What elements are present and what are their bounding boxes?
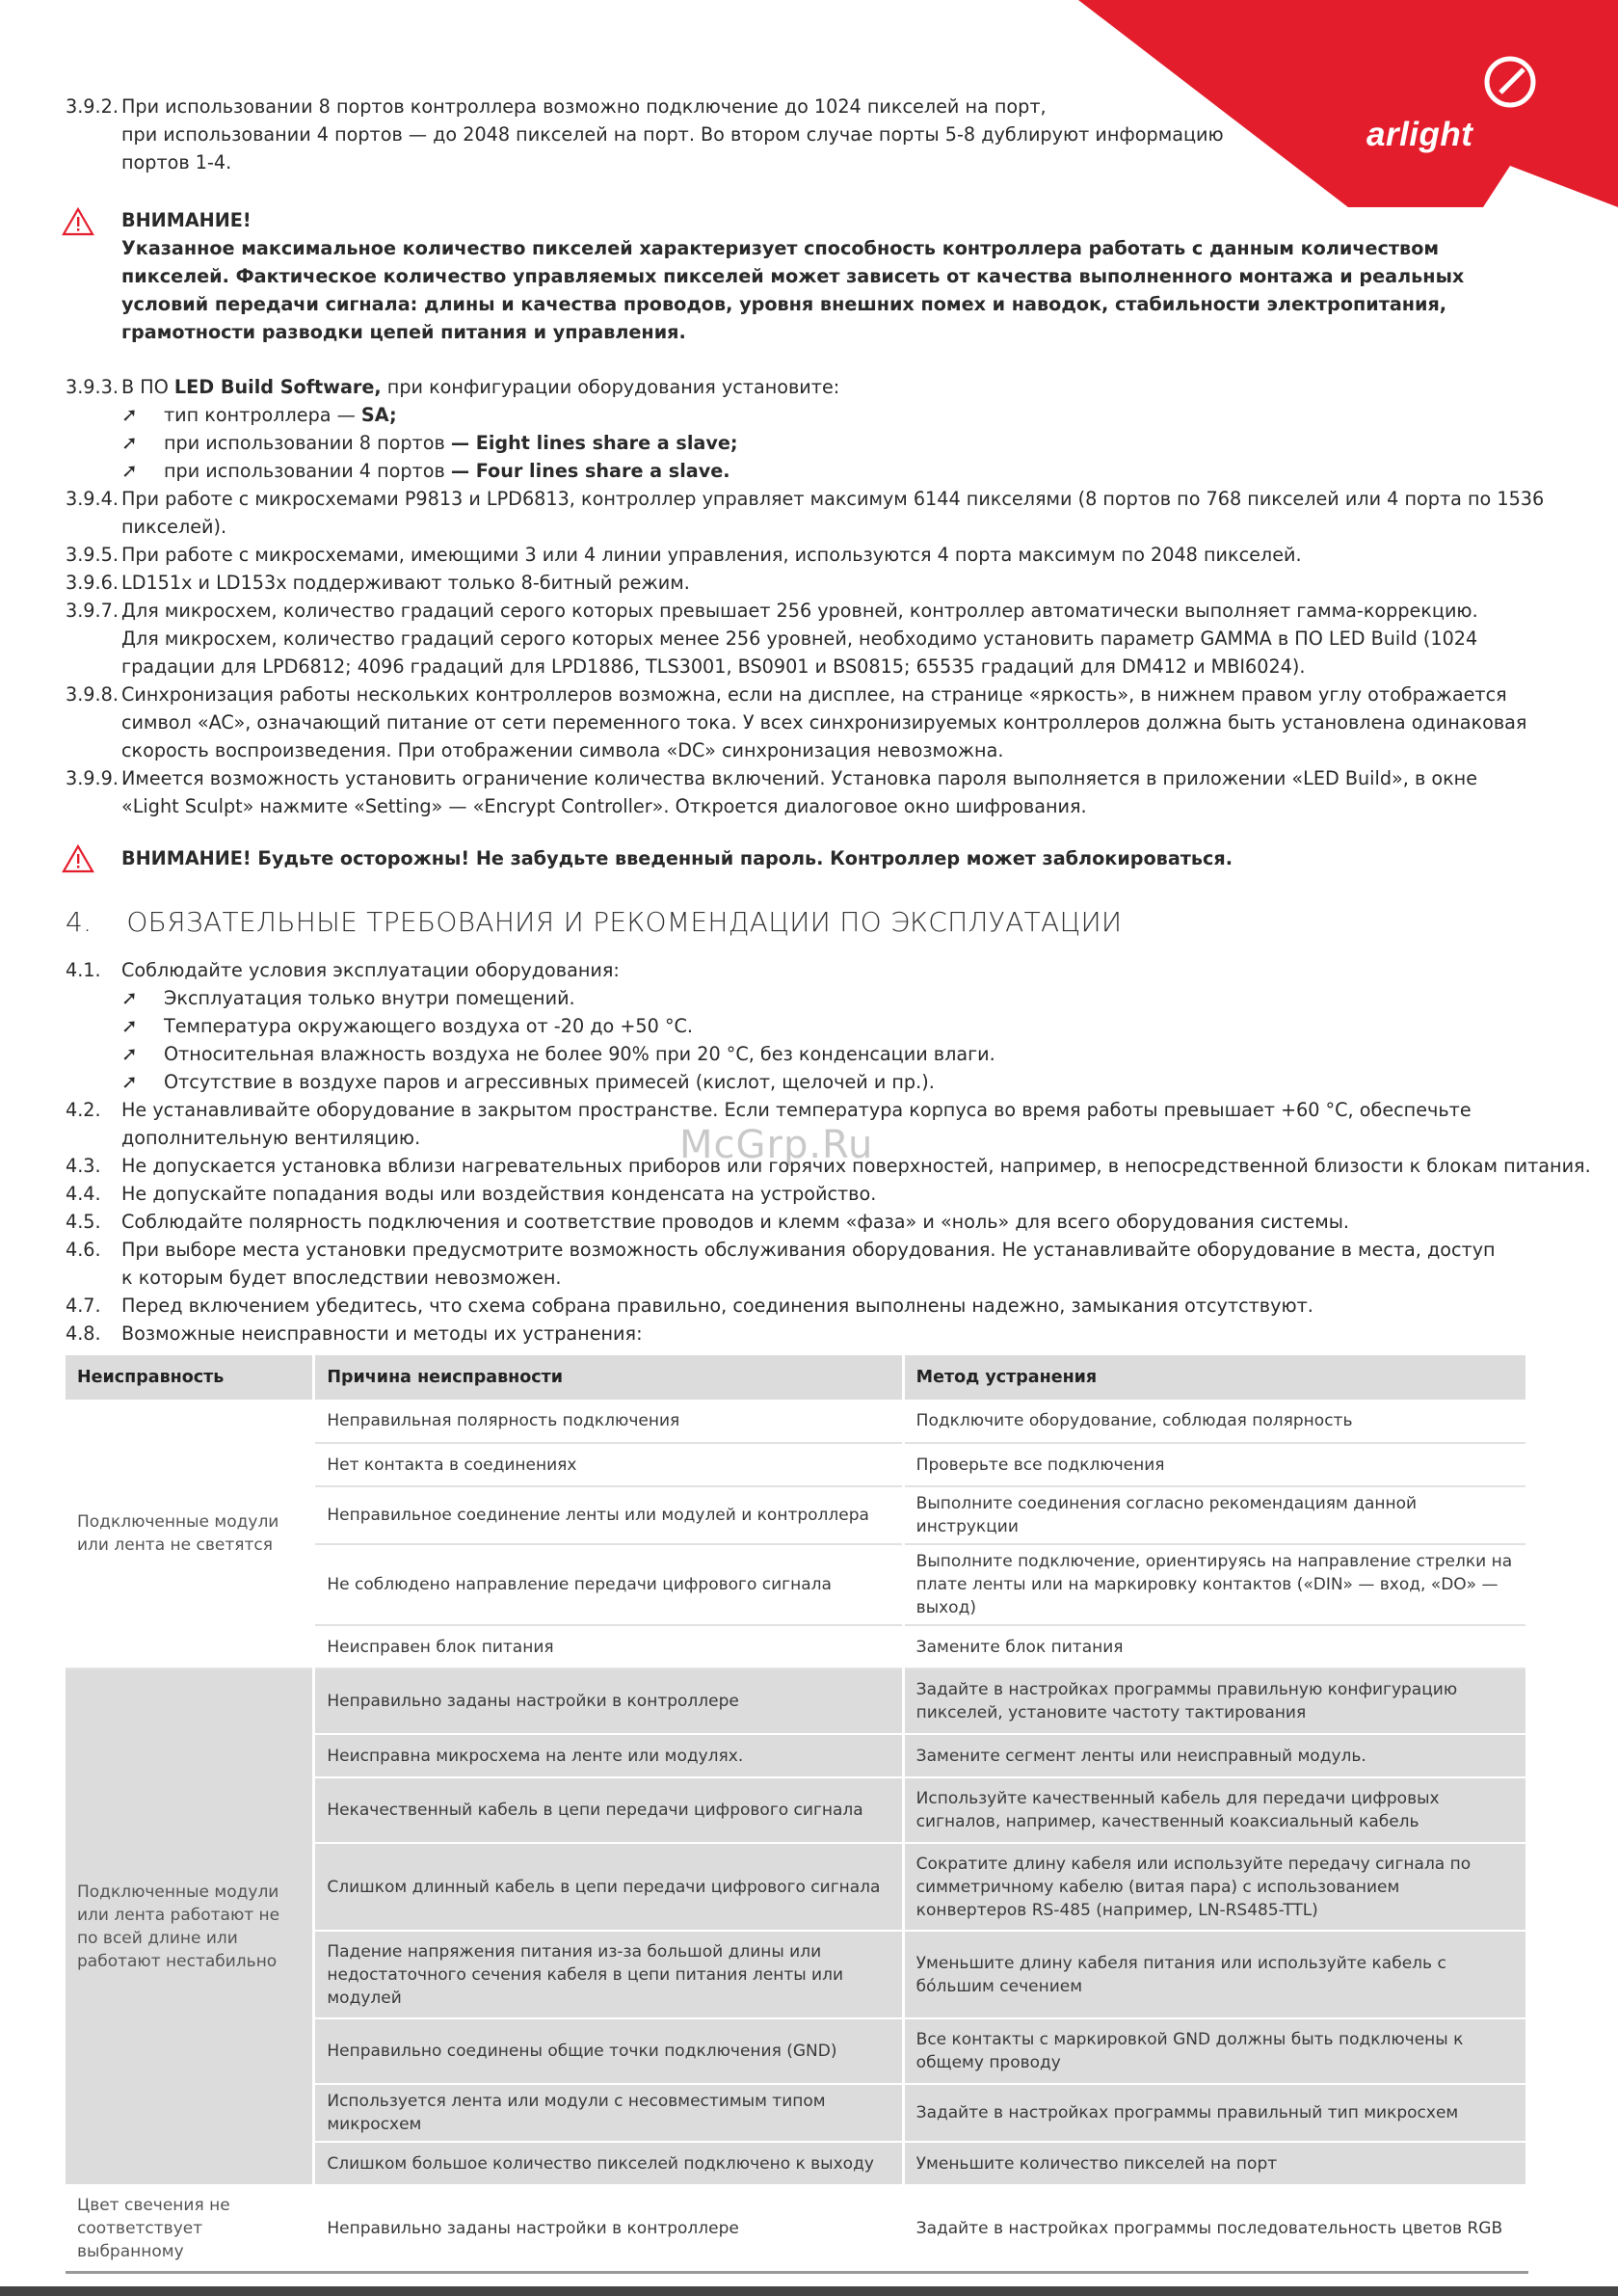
- fix-cell: Замените сегмент ленты или неисправный модуль.: [903, 1734, 1526, 1777]
- bullet-item: Эксплуатация только внутри помещений.: [164, 987, 575, 1009]
- bullet-item: [164, 429, 738, 457]
- text-span: тип контроллера —: [164, 404, 361, 426]
- bullet-arrow-icon: ➚: [121, 403, 138, 426]
- item-number: 4.4.: [66, 1183, 101, 1205]
- paragraph-line: при использовании 4 портов — до 2048 пикселей на порт. Во втором случае порты 5-8 дублируют информацию: [121, 123, 1224, 146]
- brand-corner-banner: [1078, 0, 1618, 207]
- troubleshooting-table: [66, 1355, 1528, 2274]
- item-number: 3.9.8.: [66, 683, 119, 706]
- bold-value: — Eight lines share a slave;: [450, 432, 738, 454]
- warning-text: ВНИМАНИЕ! Будьте осторожны! Не забудьте введенный пароль. Контроллер может заблокироваться.: [121, 847, 1233, 869]
- cause-cell: Неправильная полярность подключения: [314, 1400, 903, 1443]
- item-number: 4.6.: [66, 1239, 101, 1261]
- item-number: 3.9.7.: [66, 600, 119, 622]
- text-span: при использовании 8 портов: [164, 432, 451, 454]
- fault-group: [66, 1669, 1527, 2185]
- fix-cell: Используйте качественный кабель для передачи цифровых сигналов, например, качественный коаксиальный кабель: [903, 1777, 1526, 1843]
- item-number: 3.9.9.: [66, 767, 119, 789]
- paragraph-line: Имеется возможность установить ограничение количества включений. Установка пароля выполняется в приложении «LED Build», в окне: [121, 767, 1478, 789]
- fault-group: [66, 1400, 1527, 1669]
- paragraph-line: Соблюдайте условия эксплуатации оборудования:: [121, 959, 620, 981]
- paragraph-line: символ «AC», означающий питание от сети переменного тока. У всех синхронизируемых контроллеров должна быть установлена одинаковая: [121, 711, 1527, 734]
- item-number: 4.5.: [66, 1211, 101, 1233]
- paragraph-line: Возможные неисправности и методы их устранения:: [121, 1322, 643, 1345]
- column-header-fault: Неисправность: [66, 1355, 314, 1400]
- warning-line: условий передачи сигнала: длины и качества проводов, уровня внешних помех и наводок, стабильности электропитания,: [121, 293, 1447, 315]
- fix-cell: Замените блок питания: [903, 1625, 1526, 1669]
- bullet-item: Температура окружающего воздуха от -20 до +50 °C.: [164, 1015, 694, 1037]
- table-header-row: [66, 1355, 1527, 1400]
- table-row: [66, 2185, 1527, 2272]
- cause-cell: Неправильное соединение ленты или модулей и контроллера: [314, 1486, 903, 1544]
- warning-line: пикселей. Фактическое количество управляемых пикселей может зависеть от качества выполненного монтажа и реальных: [121, 265, 1465, 287]
- paragraph-line: Для микросхем, количество градаций серого которых менее 256 уровней, необходимо установить параметр GAMMA в ПО LED Build (1024: [121, 627, 1478, 650]
- bullet-arrow-icon: ➚: [121, 1042, 138, 1065]
- text-span: В ПО: [121, 376, 174, 398]
- warning-line: грамотности разводки цепей питания и управления.: [121, 321, 686, 343]
- cause-cell: Неисправна микросхема на ленте или модулях.: [314, 1734, 903, 1777]
- fix-cell: Задайте в настройках программы правильную конфигурацию пикселей, установите частоту тактирования: [903, 1669, 1526, 1734]
- cause-cell: Падение напряжения питания из-за большой длины или недостаточного сечения кабеля в цепи питания ленты или модулей: [314, 1931, 903, 2018]
- paragraph-line: Не допускается установка вблизи нагревательных приборов или горячих поверхностей, например, в непосредственной близости к блокам питания.: [121, 1155, 1591, 1177]
- bullet-arrow-icon: ➚: [121, 1070, 138, 1093]
- item-number: 4.1.: [66, 959, 101, 981]
- item-number: 3.9.4.: [66, 488, 119, 510]
- paragraph-line: При работе с микросхемами, имеющими 3 или 4 линии управления, используются 4 порта максимум по 2048 пикселей.: [121, 544, 1302, 566]
- paragraph-line: [121, 373, 839, 401]
- fault-cell: Подключенные модули или лента работают не по всей длине или работают нестабильно: [66, 1669, 314, 2185]
- item-number: 3.9.5.: [66, 544, 119, 566]
- item-number: 3.9.6.: [66, 572, 119, 594]
- paragraph-line: градации для LPD6812; 4096 градаций для LPD1886, TLS3001, BS0901 и BS0815; 65535 градаций для DM412 и MBI6024).: [121, 655, 1306, 678]
- fix-cell: Подключите оборудование, соблюдая полярность: [903, 1400, 1526, 1443]
- bold-value: — Four lines share a slave.: [450, 460, 730, 482]
- fix-cell: Уменьшите количество пикселей на порт: [903, 2142, 1526, 2185]
- item-number: 3.9.3.: [66, 376, 119, 398]
- bullet-item: [164, 457, 730, 485]
- paragraph-line: LD151x и LD153x поддерживают только 8-битный режим.: [121, 572, 690, 594]
- warning-title: ВНИМАНИЕ!: [121, 209, 252, 231]
- fix-cell: Задайте в настройках программы правильный тип микросхем: [903, 2084, 1526, 2142]
- fix-cell: Выполните соединения согласно рекомендациям данной инструкции: [903, 1486, 1526, 1544]
- paragraph-line: При выборе места установки предусмотрите возможность обслуживания оборудования. Не устанавливайте оборудование в места, доступ: [121, 1239, 1496, 1261]
- cause-cell: Неправильно заданы настройки в контроллере: [314, 1669, 903, 1734]
- bullet-arrow-icon: ➚: [121, 431, 138, 454]
- section-title: ОБЯЗАТЕЛЬНЫЕ ТРЕБОВАНИЯ И РЕКОМЕНДАЦИИ ПО ЭКСПЛУАТАЦИИ: [126, 906, 1123, 938]
- paragraph-line: Не устанавливайте оборудование в закрытом пространстве. Если температура корпуса во время работы превышает +60 °C, обеспечьте: [121, 1099, 1472, 1121]
- bullet-item: Отсутствие в воздухе паров и агрессивных примесей (кислот, щелочей и пр.).: [164, 1071, 935, 1093]
- item-number: 4.2.: [66, 1099, 101, 1121]
- cause-cell: Нет контакта в соединениях: [314, 1443, 903, 1486]
- page-bottom-rule: [0, 2286, 1618, 2296]
- section-number: 4.: [66, 906, 93, 938]
- paragraph-line: скорость воспроизведения. При отображении символа «DC» синхронизация невозможна.: [121, 739, 1004, 761]
- cause-cell: Слишком большое количество пикселей подключено к выходу: [314, 2142, 903, 2185]
- cause-cell: Не соблюдено направление передачи цифрового сигнала: [314, 1544, 903, 1625]
- table-row: [66, 1400, 1527, 1443]
- cause-cell: Некачественный кабель в цепи передачи цифрового сигнала: [314, 1777, 903, 1843]
- table-row: [66, 1669, 1527, 1734]
- fix-cell: Задайте в настройках программы последовательность цветов RGB: [903, 2185, 1526, 2272]
- fix-cell: Уменьшите длину кабеля питания или используйте кабель с бóльшим сечением: [903, 1931, 1526, 2018]
- warning-triangle-icon: [62, 844, 94, 873]
- cause-cell: Неправильно заданы настройки в контроллере: [314, 2185, 903, 2272]
- text-span: при использовании 4 портов: [164, 460, 451, 482]
- item-number: 4.7.: [66, 1295, 101, 1317]
- paragraph-line: Не допускайте попадания воды или воздействия конденсата на устройство.: [121, 1183, 877, 1205]
- paragraph-line: портов 1-4.: [121, 151, 232, 174]
- paragraph-line: При работе с микросхемами P9813 и LPD6813, контроллер управляет максимум 6144 пикселями (8 портов по 768 пикселей или 4 порта по 1536: [121, 488, 1545, 510]
- fault-cell: Подключенные модули или лента не светятся: [66, 1400, 314, 1669]
- fix-cell: Все контакты с маркировкой GND должны быть подключены к общему проводу: [903, 2018, 1526, 2084]
- warning-line: Указанное максимальное количество пикселей характеризует способность контроллера работать с данным количеством: [121, 237, 1440, 259]
- software-name: LED Build Software,: [173, 376, 382, 398]
- bullet-arrow-icon: ➚: [121, 1014, 138, 1037]
- paragraph-line: к которым будет впоследствии невозможен.: [121, 1267, 562, 1289]
- paragraph-line: Перед включением убедитесь, что схема собрана правильно, соединения выполнены надежно, замыкания отсутствуют.: [121, 1295, 1313, 1317]
- bullet-item: Относительная влажность воздуха не более 90% при 20 °C, без конденсации влаги.: [164, 1043, 995, 1065]
- cause-cell: Используется лента или модули с несовместимым типом микросхем: [314, 2084, 903, 2142]
- bullet-arrow-icon: ➚: [121, 986, 138, 1009]
- fix-cell: Сократите длину кабеля или используйте передачу сигнала по симметричному кабелю (витая пара) с использованием конвертеров RS-485 (например, LN-RS485-TTL): [903, 1843, 1526, 1931]
- fix-cell: Проверьте все подключения: [903, 1443, 1526, 1486]
- paragraph-line: Синхронизация работы нескольких контроллеров возможна, если на дисплее, на странице «яркость», в нижнем правом углу отображается: [121, 683, 1507, 706]
- bold-value: SA;: [360, 404, 397, 426]
- item-number: 4.3.: [66, 1155, 101, 1177]
- paragraph-line: «Light Sculpt» нажмите «Setting» — «Encrypt Controller». Откроется диалоговое окно шифрования.: [121, 795, 1087, 817]
- bullet-arrow-icon: ➚: [121, 459, 138, 482]
- fault-cell: Цвет свечения не соответствует выбранному: [66, 2185, 314, 2272]
- paragraph-line: пикселей).: [121, 516, 227, 538]
- text-span: при конфигурации оборудования установите:: [381, 376, 840, 398]
- cause-cell: Неправильно соединены общие точки подключения (GND): [314, 2018, 903, 2084]
- item-number: 3.9.2.: [66, 95, 119, 118]
- cause-cell: Неисправен блок питания: [314, 1625, 903, 1669]
- watermark: McGrp.Ru: [679, 1123, 874, 1167]
- column-header-fix: Метод устранения: [903, 1355, 1526, 1400]
- paragraph-line: При использовании 8 портов контроллера возможно подключение до 1024 пикселей на порт,: [121, 95, 1047, 118]
- paragraph-line: Соблюдайте полярность подключения и соответствие проводов и клемм «фаза» и «ноль» для всего оборудования системы.: [121, 1211, 1349, 1233]
- warning-triangle-icon: [62, 207, 94, 236]
- item-number: 4.8.: [66, 1322, 101, 1345]
- column-header-cause: Причина неисправности: [314, 1355, 903, 1400]
- cause-cell: Слишком длинный кабель в цепи передачи цифрового сигнала: [314, 1843, 903, 1931]
- fault-group: [66, 2185, 1527, 2272]
- brand-logo-text: arlight: [1366, 116, 1473, 153]
- bullet-item: [164, 401, 397, 429]
- paragraph-line: дополнительную вентиляцию.: [121, 1127, 421, 1149]
- fix-cell: Выполните подключение, ориентируясь на направление стрелки на плате ленты или на маркировку контактов («DIN» — вход, «DO» — выход): [903, 1544, 1526, 1625]
- section-heading: [66, 906, 1122, 938]
- paragraph-line: Для микросхем, количество градаций серого которых превышает 256 уровней, контроллер автоматически выполняет гамма-коррекцию.: [121, 600, 1478, 622]
